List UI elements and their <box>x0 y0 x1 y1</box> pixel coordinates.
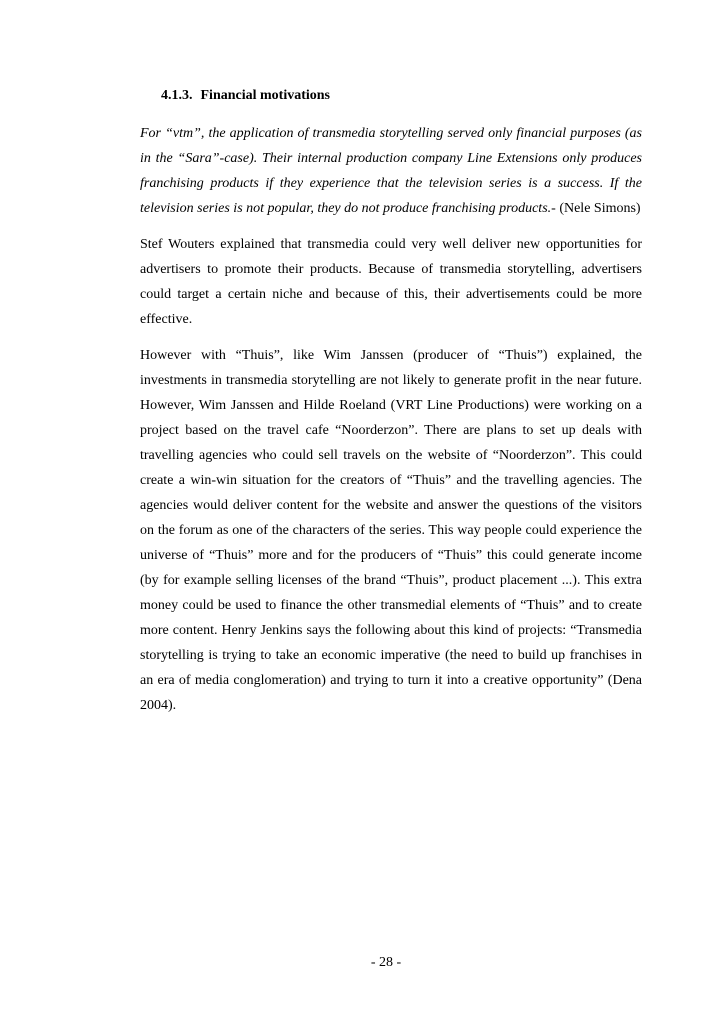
section-heading <box>161 88 330 104</box>
body-text <box>140 121 642 729</box>
page-number: - 28 - <box>370 955 402 970</box>
section-title: Financial motivations <box>200 88 331 103</box>
paragraph-advertisers: Stef Wouters explained that transmedia could very well deliver new opportunities for advertisers to promote their products. Because of transmedia storytelling, advertisers could target a certain niche and because of this, their advertisements could be more effective. <box>140 237 642 327</box>
paragraph-quote <box>140 121 642 221</box>
quote-attribution: - (Nele Simons) <box>551 201 641 216</box>
paragraph-thuis: However with “Thuis”, like Wim Janssen (producer of “Thuis”) explained, the investments in transmedia storytelling are not likely to generate profit in the near future. However, Wim Janssen and Hilde Roeland (VRT Line Productions) were working on a project based on the travel cafe “Noorderzon”. There are plans to set up deals with travelling agencies who could sell travels on the website of “Noorderzon”. This could create a win-win situation for the creators of “Thuis” and the travelling agencies. The agencies would deliver content for the website and answer the questions of the visitors on the forum as one of the characters of the series. This way people could experience the universe of “Thuis” more and for the producers of “Thuis” this could generate income (by for example selling licenses of the brand “Thuis”, product placement ...). This extra money could be used to finance the other transmedial elements of “Thuis” and to create more content. Henry Jenkins says the following about this kind of projects: “Transmedia storytelling is trying to take an economic imperative (the need to build up franchises in an era of media conglomeration) and trying to turn it into a creative opportunity” (Dena 2004). <box>140 348 642 713</box>
section-number: 4.1.3. <box>161 88 193 103</box>
quote-text: For “vtm”, the application of transmedia storytelling served only financial purposes (as in the “Sara”-case). Their internal production company Line Extensions only produces franchising products if they experience that the television series is a success. If the television series is not popular, they do not produce franchising products. <box>140 126 642 216</box>
